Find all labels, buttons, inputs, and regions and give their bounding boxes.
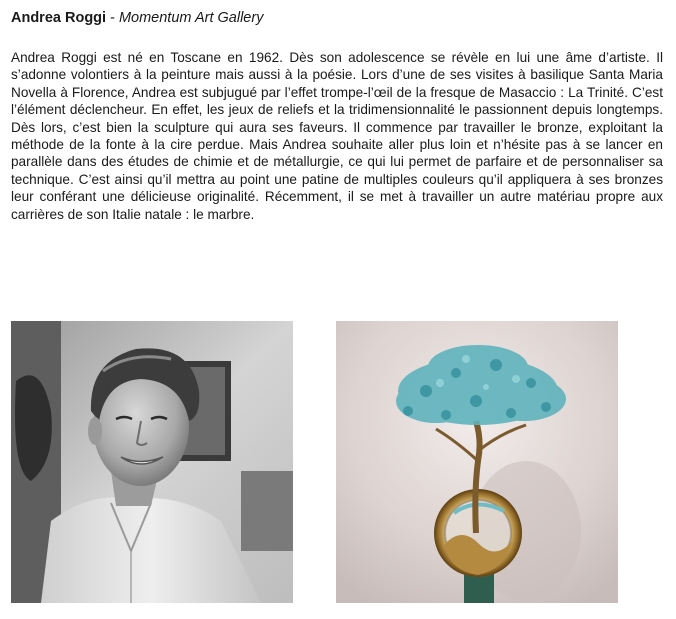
tree-sculpture-photo: [336, 321, 618, 603]
page-heading: [11, 8, 263, 28]
heading-separator: -: [106, 10, 119, 26]
artist-biography: Andrea Roggi est né en Toscane en 1962. Dès son adolescence se révèle en lui une âme d’artiste. Il s’adonne volontiers à la peinture mais aussi à la poésie. Lors d’une de ses visites à basilique Santa Maria Novella à Florence, Andrea est subjugué par l’effet trompe-l’œil de la fresque de Masaccio : La Trinité. C’est l’élément déclencheur. En effet, les jeux de reliefs et la tridimensionnalité le passionnent depuis longtemps. Dès lors, c’est bien la sculpture qui aura ses faveurs. Il commence par travailler le bronze, exploitant la méthode de la fonte à la cire perdue. Mais Andrea souhaite aller plus loin et n’hésite pas à se lancer en parallèle dans des études de chimie et de métallurgie, ce qui lui permet de parfaire et de personnaliser sa technique. C’est ainsi qu’il mettra au point une patine de multiples couleurs qu’il appliquera à ses bronzes leur conférant une délicieuse originalité. Récemment, il se met à travailler un autre matériau propre aux carrières de son Italie natale : le marbre.: [11, 50, 663, 222]
gallery-name: Momentum Art Gallery: [118, 10, 264, 26]
artist-portrait-photo: [11, 321, 293, 603]
artist-name: Andrea Roggi: [11, 10, 107, 26]
